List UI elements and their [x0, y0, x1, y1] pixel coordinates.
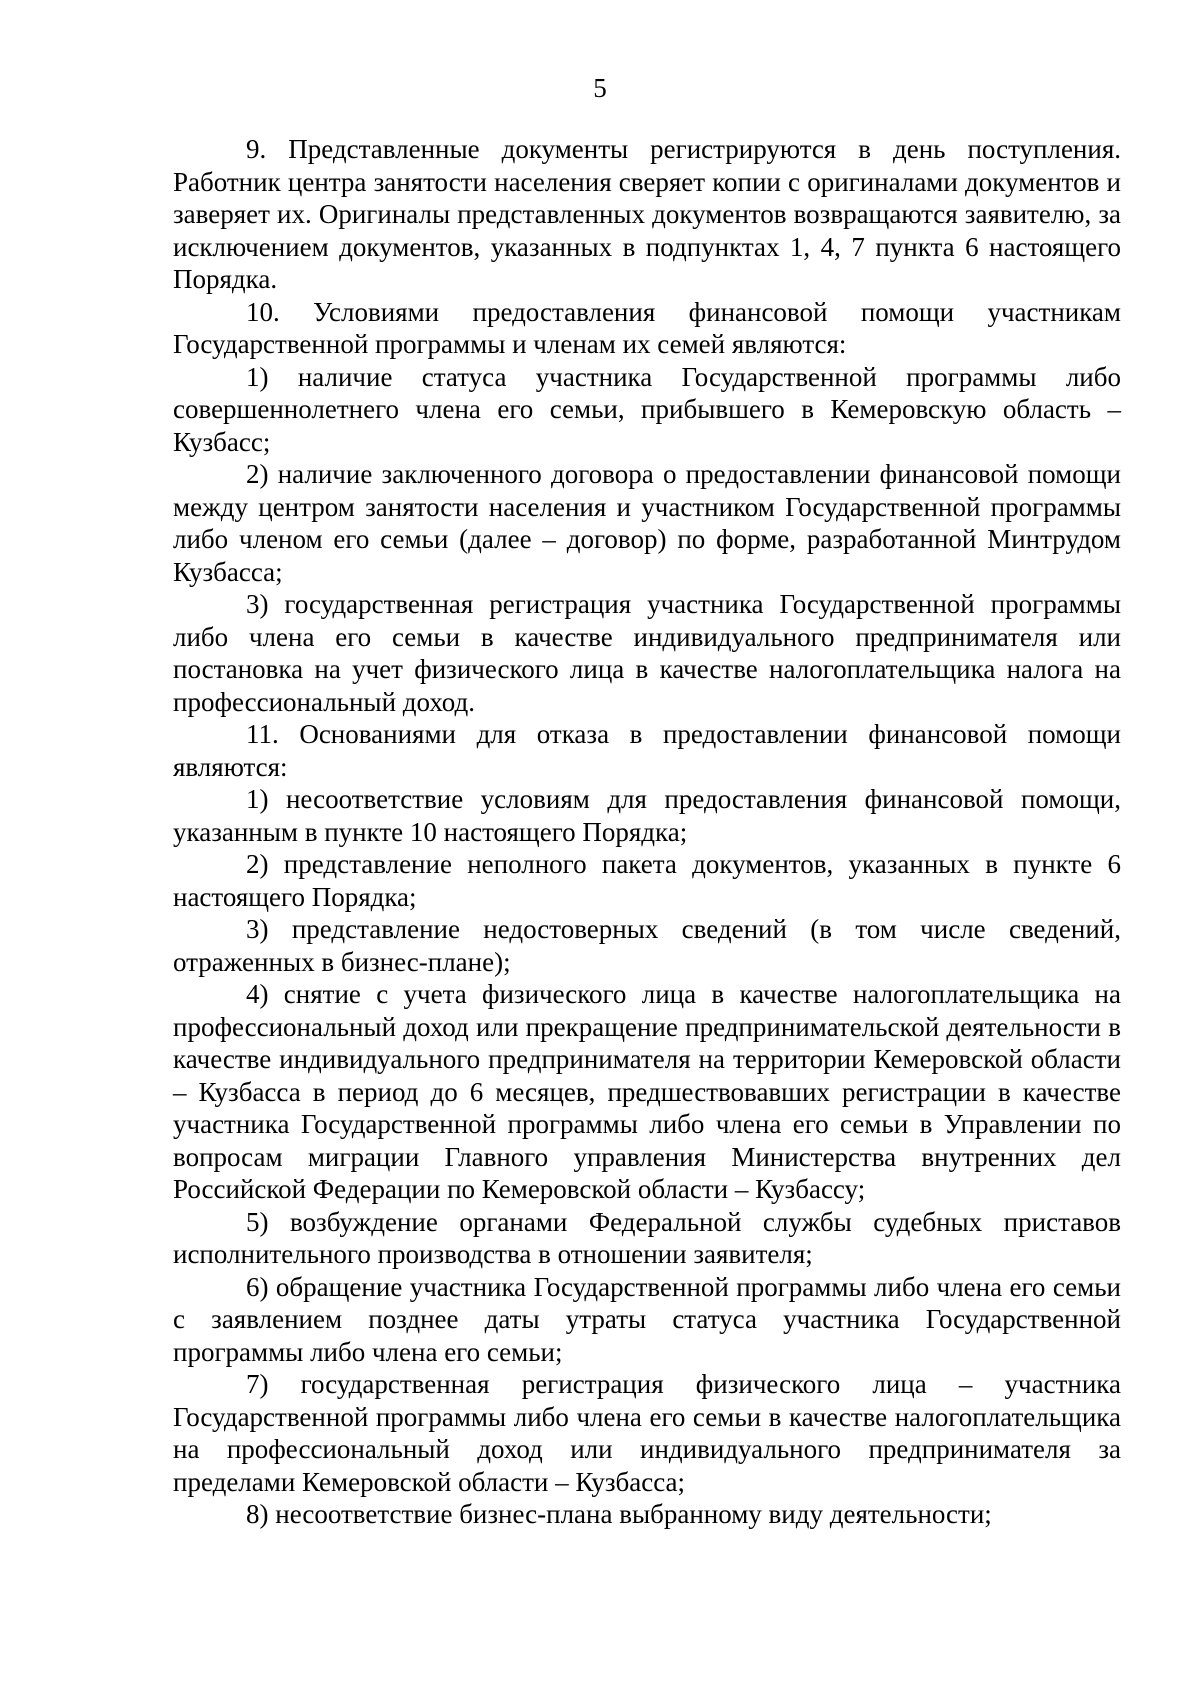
paragraph-item-11-7: 7) государственная регистрация физического лица – участника Государственной программы либо члена его семьи в качестве налогоплательщика на профессиональный доход или индивидуального предпринимателя за пределами Кемеровской области – Кузбасса;: [173, 1369, 1121, 1497]
paragraph-item-10-1: 1) наличие статуса участника Государственной программы либо совершеннолетнего члена его семьи, прибывшего в Кемеровскую область – Кузбасс;: [173, 361, 1121, 457]
paragraph-item-11-4: 4) снятие с учета физического лица в качестве налогоплательщика на профессиональный доход или прекращение предпринимательской деятельности в качестве индивидуального предпринимателя на территории Кемеровской области – Кузбасса в период до 6 месяцев, предшествовавших регистрации в качестве участника Государственной программы либо члена его семьи в Управлении по вопросам миграции Главного управления Министерства внутренних дел Российской Федерации по Кемеровской области – Кузбассу;: [173, 979, 1121, 1204]
paragraph-item-11-2: 2) представление неполного пакета документов, указанных в пункте 6 настоящего Порядка;: [173, 849, 1121, 912]
paragraph-item-11: 11. Основаниями для отказа в предоставлении финансовой помощи являются:: [173, 719, 1121, 782]
paragraph-item-10: 10. Условиями предоставления финансовой помощи участникам Государственной программы и членам их семей являются:: [173, 296, 1121, 359]
page-number: 5: [593, 73, 607, 103]
document-body: [173, 133, 1121, 1531]
paragraph-item-11-6: 6) обращение участника Государственной программы либо члена его семьи с заявлением позднее даты утраты статуса участника Государственной программы либо члена его семьи;: [173, 1271, 1121, 1367]
paragraph-item-11-5: 5) возбуждение органами Федеральной службы судебных приставов исполнительного производства в отношении заявителя;: [173, 1206, 1121, 1269]
paragraph-item-11-1: 1) несоответствие условиям для предоставления финансовой помощи, указанным в пункте 10 настоящего Порядка;: [173, 784, 1121, 847]
paragraph-item-9: 9. Представленные документы регистрируются в день поступления. Работник центра занятости населения сверяет копии с оригиналами документов и заверяет их. Оригиналы представленных документов возвращаются заявителю, за исключением документов, указанных в подпунктах 1, 4, 7 пункта 6 настоящего Порядка.: [173, 134, 1121, 294]
paragraph-item-11-3: 3) представление недостоверных сведений (в том числе сведений, отраженных в бизнес-плане);: [173, 914, 1121, 977]
paragraph-item-10-3: 3) государственная регистрация участника Государственной программы либо члена его семьи в качестве индивидуального предпринимателя или постановка на учет физического лица в качестве налогоплательщика налога на профессиональный доход.: [173, 589, 1121, 717]
paragraph-item-11-8: 8) несоответствие бизнес-плана выбранному виду деятельности;: [246, 1499, 992, 1529]
paragraph-item-10-2: 2) наличие заключенного договора о предоставлении финансовой помощи между центром занятости населения и участником Государственной программы либо членом его семьи (далее – договор) по форме, разработанной Минтрудом Кузбасса;: [173, 459, 1121, 587]
